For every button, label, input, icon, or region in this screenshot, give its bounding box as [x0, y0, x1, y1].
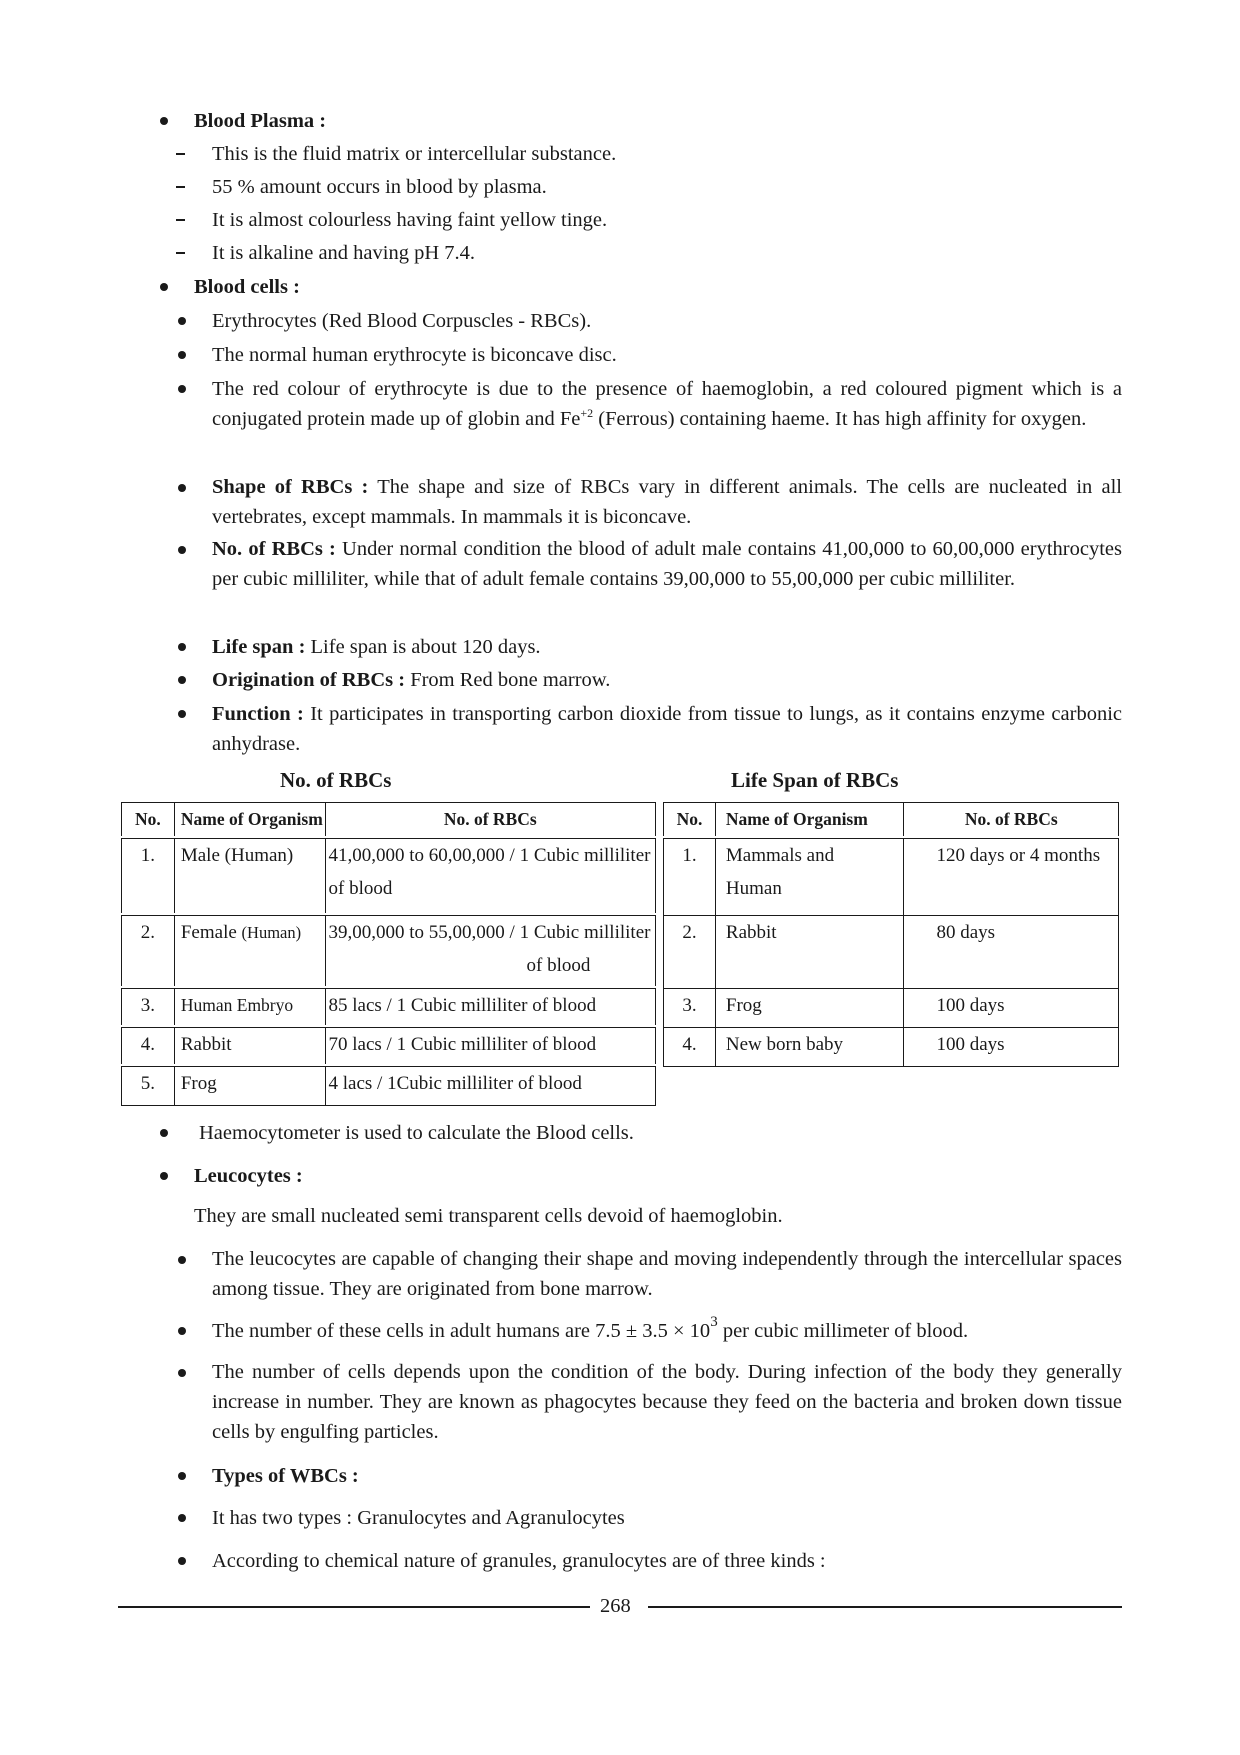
bullet-icon: [178, 1514, 186, 1522]
function-paragraph: Function : It participates in transporting carbon dioxide from tissue to lungs, as it contains enzyme carbonic anhydrase.: [212, 703, 1122, 755]
bullet-icon: [178, 484, 186, 492]
granulocytes-line: According to chemical nature of granules, granulocytes are of three kinds :: [212, 1550, 826, 1572]
bullet-icon: [160, 117, 168, 125]
infection-paragraph: The number of cells depends upon the condition of the body. During infection of the body they generally increase in number. They are known as phagocytes because they feed on the bacteria and broken down tissue cells by engulfing particles.: [212, 1361, 1122, 1443]
row-divider-gap: [120, 836, 660, 838]
dash-icon: [176, 219, 185, 221]
leucocytes-count-line: The number of these cells in adult humans are $7.5 \pm 3.5 \times 10^3$ per cubic millimeter of blood.: [212, 1314, 969, 1342]
life-span-line: Life span : Life span is about 120 days.: [212, 636, 541, 658]
table-row: [122, 989, 656, 1028]
plasma-point: It is almost colourless having faint yellow tinge.: [212, 209, 608, 231]
table-row: [122, 839, 656, 916]
row-divider-gap: [120, 1025, 660, 1027]
organism-name: Rabbit: [715, 916, 904, 989]
row-divider-gap: [120, 913, 660, 915]
cells-point: The normal human erythrocyte is biconcave disc.: [212, 344, 617, 366]
row-divider-gap: [662, 836, 1122, 838]
organism-name: Frog: [715, 989, 904, 1028]
plasma-point: It is alkaline and having pH 7.4.: [212, 242, 476, 264]
plasma-heading: Blood Plasma :: [194, 110, 327, 132]
table-header-row: [122, 803, 656, 839]
lifespan-value: 120 days or 4 months: [904, 839, 1119, 916]
footer-rule-left: [118, 1606, 590, 1608]
rbc-count-value: 4 lacs / 1Cubic milliliter of blood: [325, 1067, 655, 1106]
header-rbc-count: No. of RBCs: [325, 803, 655, 839]
leucocytes-paragraph: The leucocytes are capable of changing their shape and moving independently through the intercellular spaces among tissue. They are originated from bone marrow.: [212, 1248, 1122, 1300]
wbc-types-heading: Types of WBCs :: [212, 1465, 359, 1487]
count-paragraph: No. of RBCs : Under normal condition the blood of adult male contains 41,00,000 to 60,00,000 erythrocytes per cubic milliliter, while that of adult female contains 39,00,000 to 55,00,000 per cubic milliliter.: [212, 538, 1123, 590]
footer-rule-right: [648, 1606, 1122, 1608]
row-divider-gap: [120, 1064, 660, 1066]
bullet-icon: [178, 676, 186, 684]
row-number: 1.: [664, 839, 716, 916]
bullet-icon: [178, 1472, 186, 1480]
cells-point: Erythrocytes (Red Blood Corpuscles - RBCs).: [212, 310, 592, 332]
bullet-icon: [178, 385, 186, 393]
row-number: 4.: [122, 1028, 175, 1067]
organism-name: Female (Human): [174, 916, 325, 989]
organism-name: Male (Human): [174, 839, 325, 916]
table-row: [122, 916, 656, 989]
cells-heading: Blood cells :: [194, 276, 300, 298]
wbc-types-line: It has two types : Granulocytes and Agranulocytes: [212, 1507, 625, 1529]
lifespan-value: 100 days: [904, 989, 1119, 1028]
lifespan-value: 100 days: [904, 1028, 1119, 1067]
plasma-point: 55 % amount occurs in blood by plasma.: [212, 176, 547, 198]
table-caption-lifespan: Life Span of RBCs: [731, 768, 899, 792]
rbc-count-value: 70 lacs / 1 Cubic milliliter of blood: [325, 1028, 655, 1067]
bullet-icon: [160, 1172, 168, 1180]
rbc-count-value: 85 lacs / 1 Cubic milliliter of blood: [325, 989, 655, 1028]
bullet-icon: [178, 1369, 186, 1377]
shape-paragraph: Shape of RBCs : The shape and size of RBCs vary in different animals. The cells are nucleated in all vertebrates, except mammals. In mammals it is biconcave.: [212, 476, 1122, 528]
bullet-icon: [160, 1129, 168, 1137]
table-row: [122, 1067, 656, 1106]
row-number: 3.: [122, 989, 175, 1028]
bullet-icon: [160, 283, 168, 291]
dash-icon: [176, 186, 185, 188]
table-row: [664, 1028, 1119, 1067]
rbc-count-value: 39,00,000 to 55,00,000 / 1 Cubic milliliter of blood: [325, 916, 655, 989]
leucocytes-heading: Leucocytes :: [194, 1165, 303, 1187]
table-row: [664, 839, 1119, 916]
plasma-point: This is the fluid matrix or intercellular substance.: [212, 143, 617, 165]
row-number: 2.: [664, 916, 716, 989]
table-row: [122, 1028, 656, 1067]
leucocytes-intro: They are small nucleated semi transparent cells devoid of haemoglobin.: [194, 1205, 783, 1227]
header-lifespan: No. of RBCs: [904, 803, 1119, 839]
organism-name: Frog: [174, 1067, 325, 1106]
table-caption-count: No. of RBCs: [280, 768, 392, 792]
bullet-icon: [178, 643, 186, 651]
bullet-icon: [178, 1327, 186, 1335]
rbc-lifespan-table: [663, 802, 1119, 1067]
row-number: 4.: [664, 1028, 716, 1067]
dash-icon: [176, 252, 185, 254]
table-row: [664, 916, 1119, 989]
header-no: No.: [122, 803, 175, 839]
organism-name: New born baby: [715, 1028, 904, 1067]
haemocytometer-line: Haemocytometer is used to calculate the Blood cells.: [199, 1122, 634, 1144]
bullet-icon: [178, 351, 186, 359]
header-no: No.: [664, 803, 716, 839]
bullet-icon: [178, 1256, 186, 1264]
row-number: 5.: [122, 1067, 175, 1106]
header-organism: Name of Organism: [715, 803, 904, 839]
row-number: 3.: [664, 989, 716, 1028]
rbc-count-table: [121, 802, 656, 1106]
dash-icon: [176, 153, 185, 155]
haemoglobin-paragraph: The red colour of erythrocyte is due to the presence of haemoglobin, a red coloured pigment which is a conjugated protein made up of globin and $Fe^{+2}$ (Ferrous) containing haeme. It has high affinity for oxygen.: [212, 378, 1122, 430]
table-row: [664, 989, 1119, 1028]
organism-name: Mammals and Human: [715, 839, 904, 916]
rbc-count-value: 41,00,000 to 60,00,000 / 1 Cubic milliliter of blood: [325, 839, 655, 916]
bullet-icon: [178, 546, 186, 554]
lifespan-value: 80 days: [904, 916, 1119, 989]
origin-line: Origination of RBCs : From Red bone marrow.: [212, 669, 611, 691]
organism-name: Rabbit: [174, 1028, 325, 1067]
bullet-icon: [178, 1557, 186, 1565]
bullet-icon: [178, 710, 186, 718]
header-organism: Name of Organism: [174, 803, 325, 839]
organism-name: Human Embryo: [174, 989, 325, 1028]
row-number: 2.: [122, 916, 175, 989]
table-header-row: [664, 803, 1119, 839]
row-divider-gap: [120, 986, 660, 988]
bullet-icon: [178, 317, 186, 325]
row-number: 1.: [122, 839, 175, 916]
page-number: 268: [600, 1595, 631, 1617]
